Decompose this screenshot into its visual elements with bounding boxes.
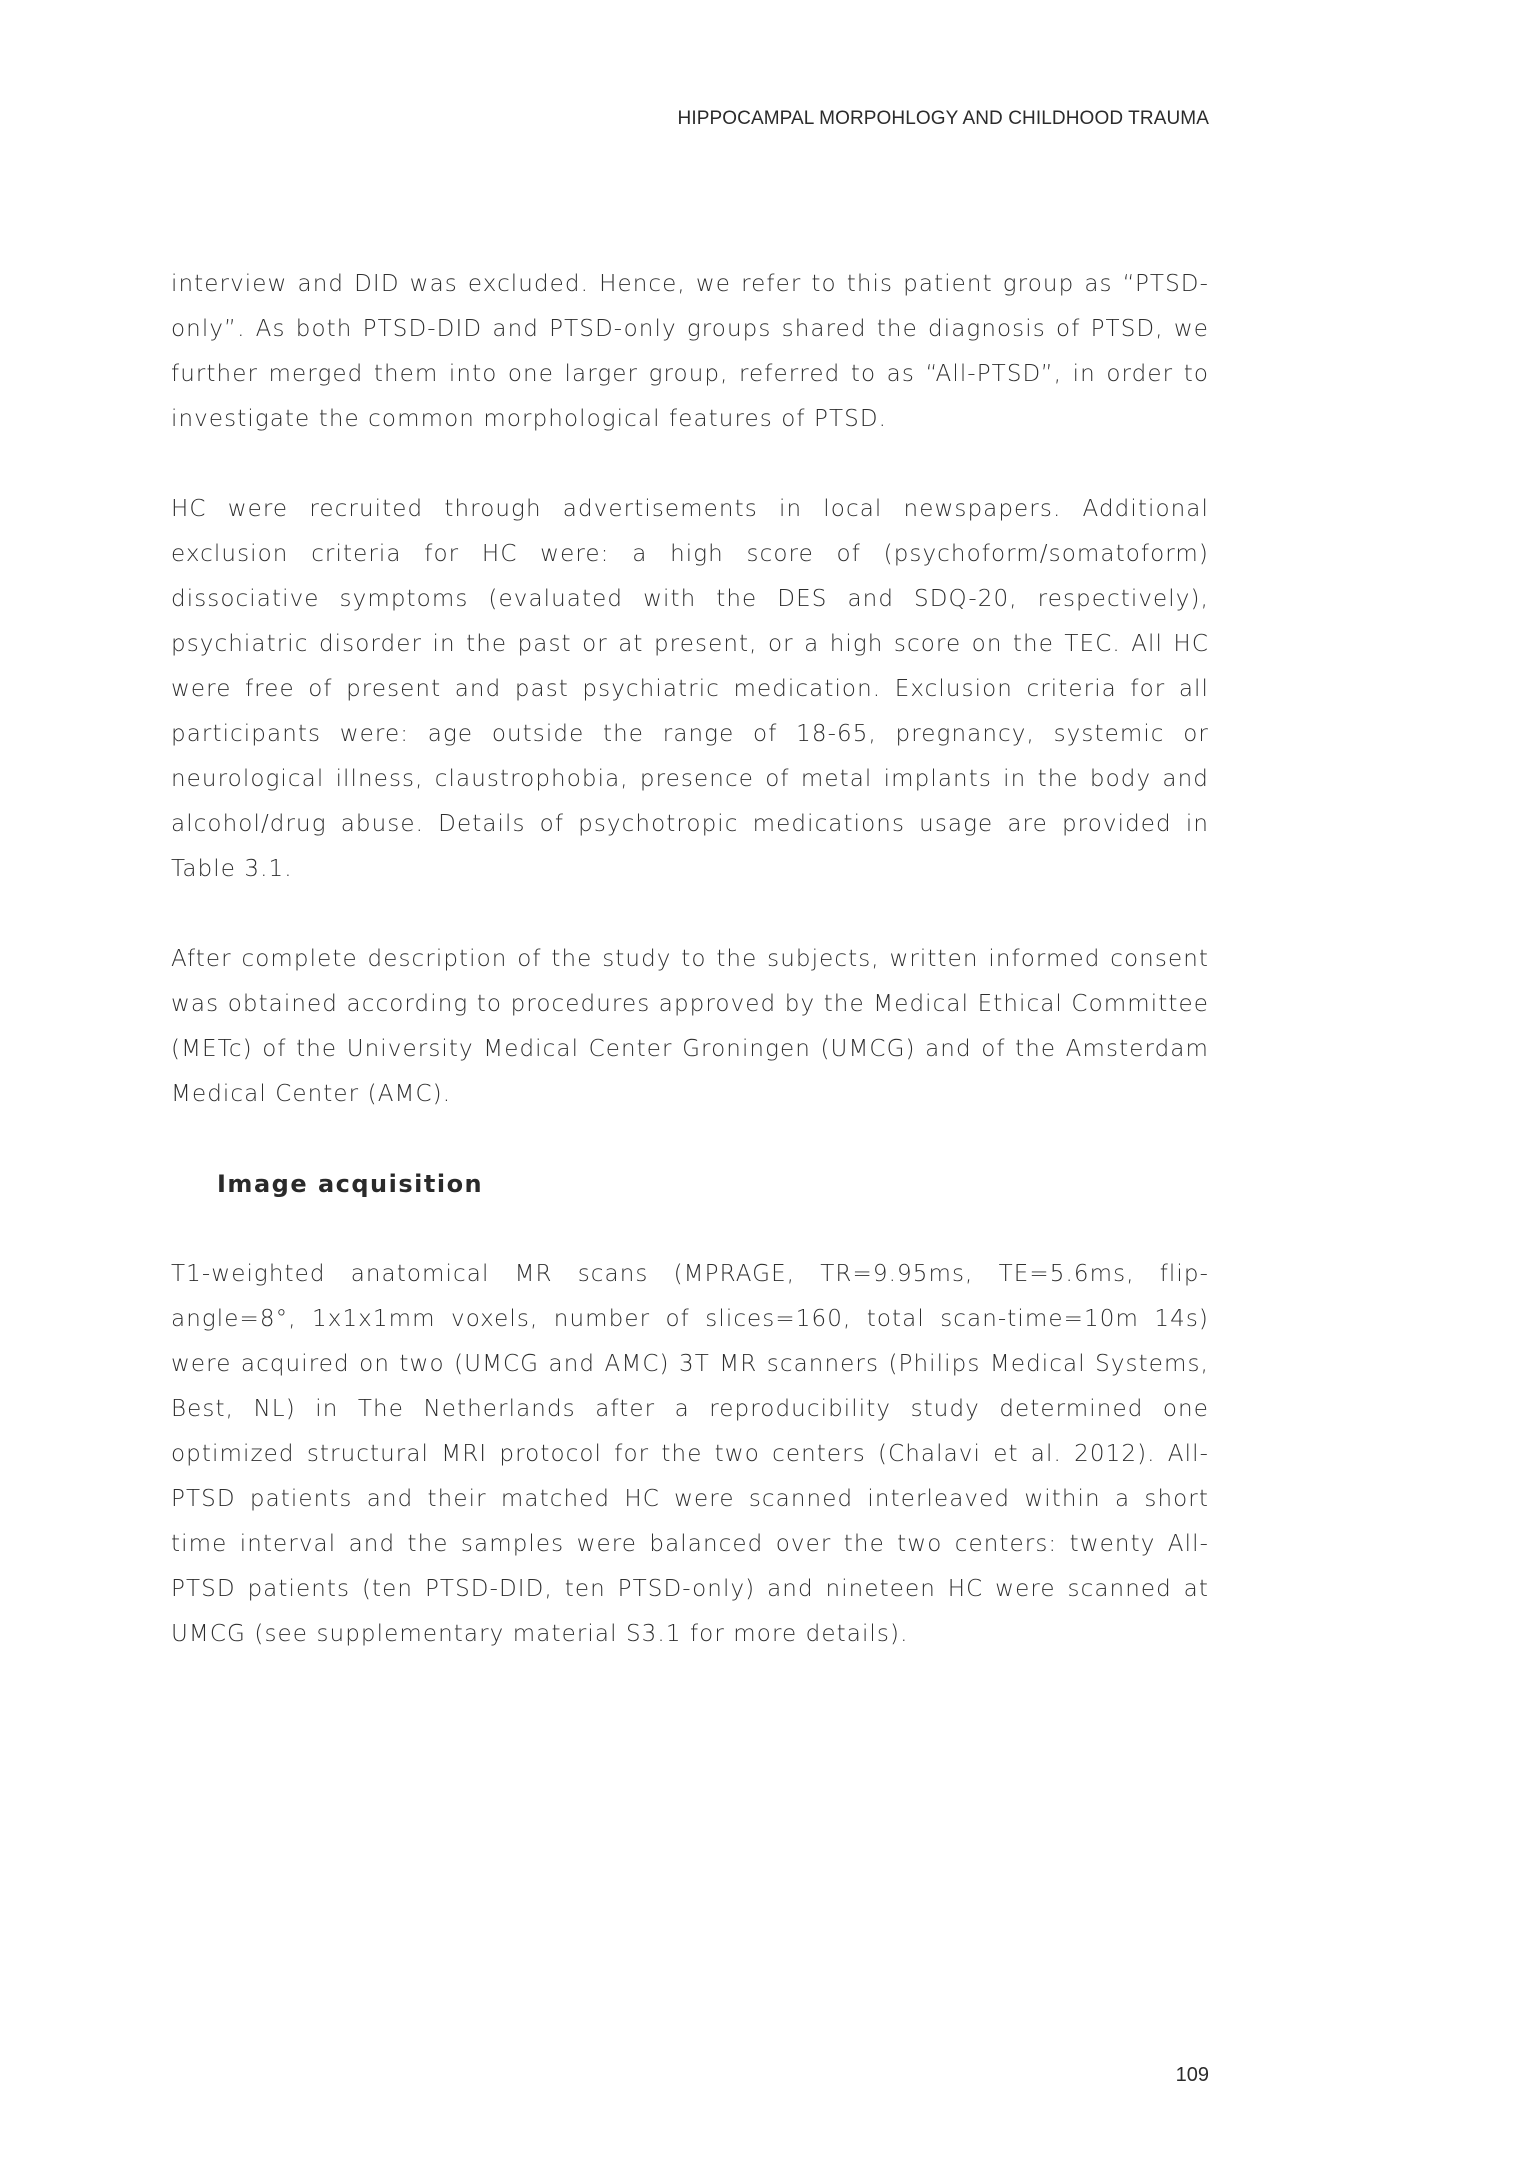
section-heading: Image acquisition — [217, 1170, 484, 1198]
running-header: HIPPOCAMPAL MORPOHLOGY AND CHILDHOOD TRAUMA — [677, 108, 1209, 129]
body-paragraph: interview and DID was excluded. Hence, we refer to this patient group as “PTSD-only”. As both PTSD-DID and PTSD-only groups shared the diagnosis of PTSD, we further merged them into one larger group, referred to as “All-PTSD”, in order to investigate the common morphological features of PTSD. — [171, 271, 1209, 432]
paragraph-spacer — [171, 1117, 1209, 1162]
paragraph-spacer — [171, 1207, 1209, 1252]
body-paragraph: After complete description of the study to the subjects, written informed consent was obtained according to procedures approved by the Medical Ethical Committee (METc) of the University Medical Center Groningen (UMCG) and of the Amsterdam Medical Center (AMC). — [171, 946, 1209, 1107]
paragraph-spacer — [171, 442, 1209, 487]
body-paragraph: HC were recruited through advertisements in local newspapers. Additional exclusion criteria for HC were: a high score of (psychoform/somatoform) dissociative symptoms (evaluated with the DES and SDQ-20, respectively), psychiatric disorder in the past or at present, or a high score on the TEC. All HC were free of present and past psychiatric medication. Exclusion criteria for all participants were: age outside the range of 18-65, pregnancy, systemic or neurological illness, claustrophobia, presence of metal implants in the body and alcohol/drug abuse. Details of psychotropic medications usage are provided in Table 3.1. — [171, 496, 1209, 882]
paragraph-spacer — [171, 892, 1209, 937]
body-paragraph: T1-weighted anatomical MR scans (MPRAGE, TR=9.95ms, TE=5.6ms, flip-angle=8°, 1x1x1mm voxels, number of slices=160, total scan-time=10m 14s) were acquired on two (UMCG and AMC) 3T MR scanners (Philips Medical Systems, Best, NL) in The Netherlands after a reproducibility study determined one optimized structural MRI protocol for the two centers (Chalavi et al. 2012). All-PTSD patients and their matched HC were scanned interleaved within a short time interval and the samples were balanced over the two centers: twenty All-PTSD patients (ten PTSD-DID, ten PTSD-only) and nineteen HC were scanned at UMCG (see supplementary material S3.1 for more details). — [171, 1261, 1209, 1647]
page-number: 109 — [1175, 2064, 1209, 2086]
page-body — [171, 262, 1209, 1657]
